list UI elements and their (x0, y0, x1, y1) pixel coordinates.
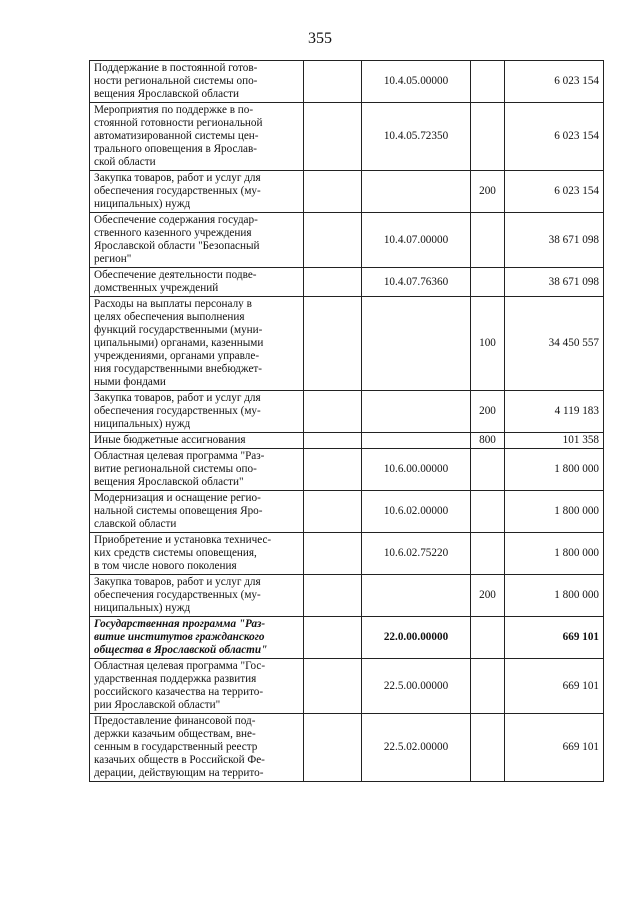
row-amount-cell: 1 800 000 (505, 575, 604, 617)
row-name-cell: Предоставление финансовой под- держки казачьим обществам, вне- сенным в государственный реестр казачьих обществ в Российской Фе- дерации, действующим на террито- (90, 714, 304, 782)
row-name-cell: Областная целевая программа "Гос- ударственная поддержка развития российского казачества на террито- рии Ярославской области" (90, 659, 304, 714)
row-code-cell: 10.4.05.00000 (362, 61, 471, 103)
row-name-cell: Областная целевая программа "Раз- витие региональной системы опо- вещения Ярославской области" (90, 449, 304, 491)
row-code-cell: 22.5.00.00000 (362, 659, 471, 714)
row-ministry-cell (304, 491, 362, 533)
row-amount-cell: 34 450 557 (505, 297, 604, 391)
row-expense-type-cell (471, 491, 505, 533)
row-amount-cell: 1 800 000 (505, 449, 604, 491)
row-ministry-cell (304, 617, 362, 659)
row-ministry-cell (304, 659, 362, 714)
row-code-cell: 10.4.05.72350 (362, 103, 471, 171)
page-number: 355 (308, 30, 332, 47)
row-amount-cell: 6 023 154 (505, 61, 604, 103)
row-expense-type-cell (471, 533, 505, 575)
row-code-cell (362, 391, 471, 433)
row-amount-cell: 38 671 098 (505, 268, 604, 297)
row-code-cell: 22.0.00.00000 (362, 617, 471, 659)
row-ministry-cell (304, 268, 362, 297)
row-expense-type-cell (471, 213, 505, 268)
row-amount-cell: 669 101 (505, 659, 604, 714)
row-expense-type-cell: 800 (471, 433, 505, 449)
row-expense-type-cell (471, 61, 505, 103)
row-expense-type-cell: 200 (471, 171, 505, 213)
row-expense-type-cell (471, 449, 505, 491)
row-expense-type-cell: 200 (471, 575, 505, 617)
row-ministry-cell (304, 714, 362, 782)
row-name-cell: Закупка товаров, работ и услуг для обеспечения государственных (му- ниципальных) нужд (90, 575, 304, 617)
row-name-cell: Государственная программа "Раз- витие институтов гражданского общества в Ярославской области" (90, 617, 304, 659)
row-ministry-cell (304, 575, 362, 617)
table-row (90, 491, 604, 533)
table-row (90, 268, 604, 297)
row-amount-cell: 38 671 098 (505, 213, 604, 268)
row-code-cell: 10.4.07.00000 (362, 213, 471, 268)
table-row (90, 617, 604, 659)
row-ministry-cell (304, 391, 362, 433)
row-code-cell: 10.6.02.75220 (362, 533, 471, 575)
table-row (90, 391, 604, 433)
row-code-cell: 10.6.00.00000 (362, 449, 471, 491)
table-row (90, 449, 604, 491)
table-row (90, 213, 604, 268)
row-expense-type-cell (471, 659, 505, 714)
row-amount-cell: 1 800 000 (505, 533, 604, 575)
row-ministry-cell (304, 297, 362, 391)
row-amount-cell: 101 358 (505, 433, 604, 449)
row-ministry-cell (304, 171, 362, 213)
row-ministry-cell (304, 433, 362, 449)
row-expense-type-cell: 200 (471, 391, 505, 433)
row-amount-cell: 4 119 183 (505, 391, 604, 433)
row-ministry-cell (304, 449, 362, 491)
row-name-cell: Закупка товаров, работ и услуг для обеспечения государственных (му- ниципальных) нужд (90, 391, 304, 433)
table-row (90, 533, 604, 575)
table-row (90, 433, 604, 449)
row-code-cell (362, 433, 471, 449)
row-code-cell (362, 575, 471, 617)
row-code-cell (362, 297, 471, 391)
row-name-cell: Приобретение и установка техничес- ких средств системы оповещения, в том числе нового поколения (90, 533, 304, 575)
row-amount-cell: 1 800 000 (505, 491, 604, 533)
row-code-cell: 10.4.07.76360 (362, 268, 471, 297)
row-name-cell: Обеспечение содержания государ- ственного казенного учреждения Ярославской области "Безопасный регион" (90, 213, 304, 268)
row-amount-cell: 669 101 (505, 617, 604, 659)
row-expense-type-cell (471, 617, 505, 659)
table-row (90, 171, 604, 213)
row-name-cell: Мероприятия по поддержке в по- стоянной готовности региональной автоматизированной системы цен- трального оповещения в Ярослав- ской области (90, 103, 304, 171)
row-expense-type-cell (471, 103, 505, 171)
table-row (90, 659, 604, 714)
row-name-cell: Поддержание в постоянной готов- ности региональной системы опо- вещения Ярославской области (90, 61, 304, 103)
row-code-cell: 10.6.02.00000 (362, 491, 471, 533)
row-amount-cell: 6 023 154 (505, 103, 604, 171)
row-amount-cell: 6 023 154 (505, 171, 604, 213)
row-name-cell: Расходы на выплаты персоналу в целях обеспечения выполнения функций государственными (муни- ципальными) органами, казенными учреждениями, органами управле- ния государственными внебюджет- ными фондами (90, 297, 304, 391)
row-name-cell: Иные бюджетные ассигнования (90, 433, 304, 449)
row-expense-type-cell (471, 714, 505, 782)
table-row (90, 61, 604, 103)
row-amount-cell: 669 101 (505, 714, 604, 782)
budget-table (89, 60, 604, 782)
table-row (90, 103, 604, 171)
row-ministry-cell (304, 103, 362, 171)
row-code-cell (362, 171, 471, 213)
table-row (90, 297, 604, 391)
row-name-cell: Обеспечение деятельности подве- домственных учреждений (90, 268, 304, 297)
row-expense-type-cell (471, 268, 505, 297)
budget-table-body (90, 61, 604, 782)
row-ministry-cell (304, 61, 362, 103)
row-name-cell: Модернизация и оснащение регио- нальной системы оповещения Яро- славской области (90, 491, 304, 533)
row-ministry-cell (304, 533, 362, 575)
row-ministry-cell (304, 213, 362, 268)
table-row (90, 714, 604, 782)
table-row (90, 575, 604, 617)
row-expense-type-cell: 100 (471, 297, 505, 391)
row-code-cell: 22.5.02.00000 (362, 714, 471, 782)
row-name-cell: Закупка товаров, работ и услуг для обеспечения государственных (му- ниципальных) нужд (90, 171, 304, 213)
